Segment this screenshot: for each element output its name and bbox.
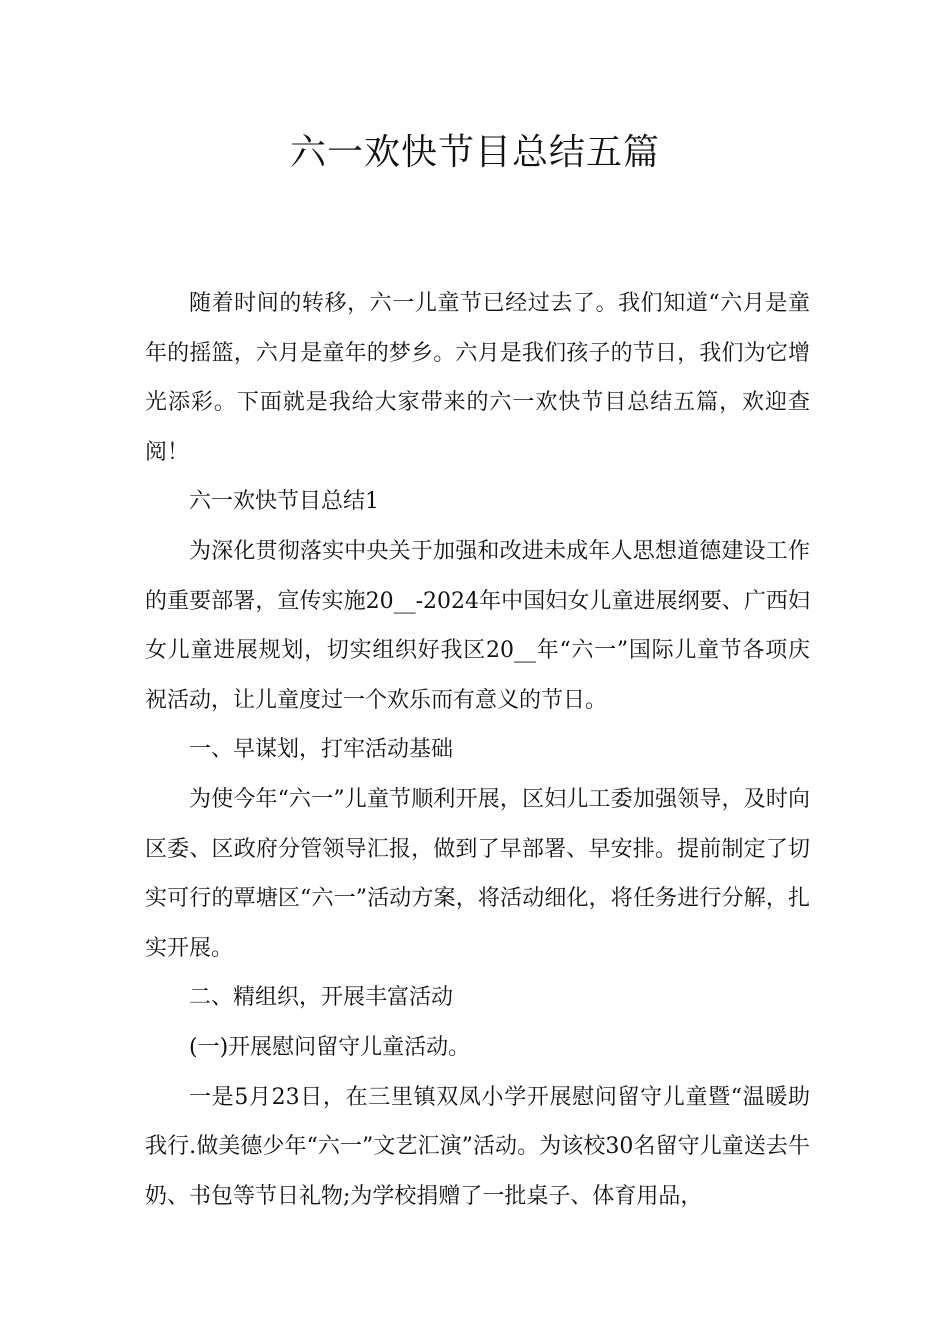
- body-paragraph: 为使今年“六一”儿童节顺利开展，区妇儿工委加强领导，及时向区委、区政府分管领导汇报，做到了早部署、早安排。提前制定了切实可行的覃塘区“六一”活动方案，将活动细化，将任务进行分解，扎实开展。: [145, 786, 810, 961]
- document-title: 六一欢快节目总结五篇: [289, 132, 660, 173]
- body-paragraph: 为深化贯彻落实中央关于加强和改进未成年人思想道德建设工作的重要部署，宣传实施20__-2024年中国妇女儿童进展纲要、广西妇女儿童进展规划，切实组织好我区20__年“六一”国际儿童节各项庆祝活动，让儿童度过一个欢乐而有意义的节日。: [145, 538, 810, 713]
- intro-paragraph: 随着时间的转移，六一儿童节已经过去了。我们知道“六月是童年的摇篮，六月是童年的梦乡。六月是我们孩子的节日，我们为它增光添彩。下面就是我给大家带来的六一欢快节目总结五篇，欢迎查阅！: [145, 291, 810, 465]
- subheading-item-1: (一)开展慰问留守儿童活动。: [189, 1034, 471, 1060]
- subheading-early-planning: 一、早谋划，打牢活动基础: [189, 737, 454, 763]
- document-body: [145, 279, 810, 1221]
- section-heading-1: 六一欢快节目总结1: [189, 489, 379, 515]
- subheading-organization: 二、精组织，开展丰富活动: [189, 985, 454, 1011]
- body-paragraph: 一是5月23日，在三里镇双凤小学开展慰问留守儿童暨“温暖助我行.做美德少年“六一”文艺汇演”活动。为该校30名留守儿童送去牛奶、书包等节日礼物;为学校捐赠了一批桌子、体育用品，: [145, 1084, 810, 1209]
